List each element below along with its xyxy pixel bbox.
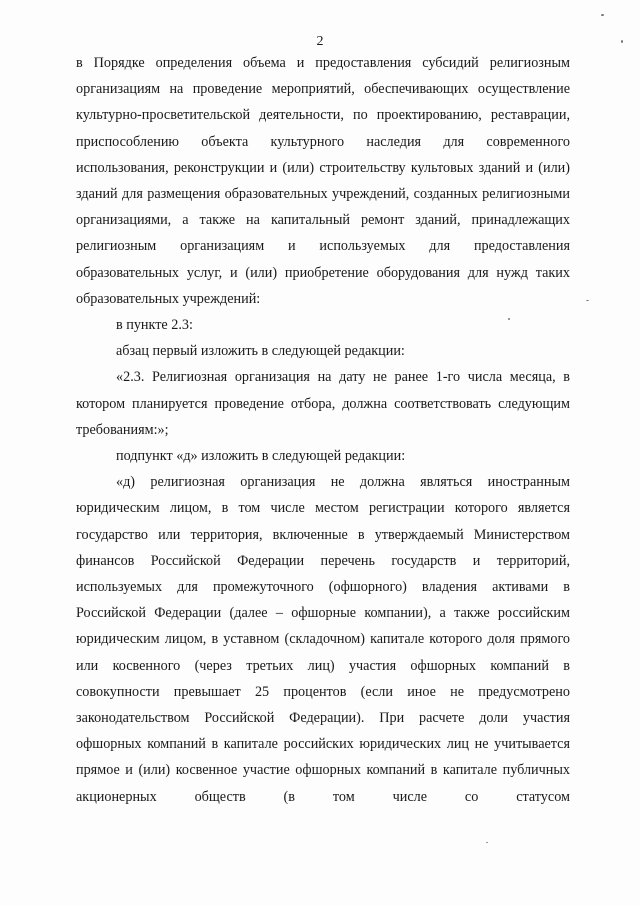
page-number: 2: [316, 34, 324, 49]
paragraph-subclause-d-text: «д) религиозная организация не должна являться иностранным юридическим лицом, в том числе местом регистрации которого является государство или территория, включенные в утверждаемый Министерством финансов Российской Федерации перечень государств и территорий, используемых для промежуточного (офшорного) владения активами в Российской Федерации (далее – офшорные компании), а также российским юридическим лицом, в уставном (складочном) капитале которого доля прямого или косвенного (через третьих лиц) участия офшорных компаний в совокупности превышает 25 процентов (если иное не предусмотрено законодательством Российской Федерации). При расчете доли участия офшорных компаний в капитале российских юридических лиц не учитывается прямое и (или) косвенное участие офшорных компаний в капитале публичных акционерных обществ (в том числе со статусом: [76, 474, 570, 805]
scan-speck: [508, 318, 510, 320]
scan-speck: [621, 40, 623, 43]
paragraph-clause-2-3-text: «2.3. Религиозная организация на дату не ранее 1-го числа месяца, в котором планируется проведение отбора, должна соответствовать следующим требованиям:»;: [76, 369, 570, 438]
paragraph-procedure-title: в Порядке определения объема и предоставления субсидий религиозным организациям на проведение мероприятий, обеспечивающих осуществление культурно-просветительской деятельности, по проектированию, реставрации, приспособлению объекта культурного наследия для современного использования, реконструкции и (или) строительству культовых зданий и (или) зданий для размещения образовательных учреждений, созданных религиозными организациями, а также на капитальный ремонт зданий, принадлежащих религиозным организациям и используемых для предоставления образовательных услуг, и (или) приобретение оборудования для нужд таких образовательных учреждений:: [76, 55, 570, 307]
scan-speck: [586, 300, 589, 301]
paragraph-clause-reference: в пункте 2.3:: [116, 317, 193, 334]
scan-speck: [486, 842, 488, 843]
paragraph-subclause-d-instruction: подпункт «д» изложить в следующей редакции:: [116, 448, 406, 465]
scan-speck: [601, 14, 604, 16]
paragraph-first-abzac-instruction: абзац первый изложить в следующей редакции:: [116, 343, 405, 360]
document-body: [76, 50, 570, 810]
